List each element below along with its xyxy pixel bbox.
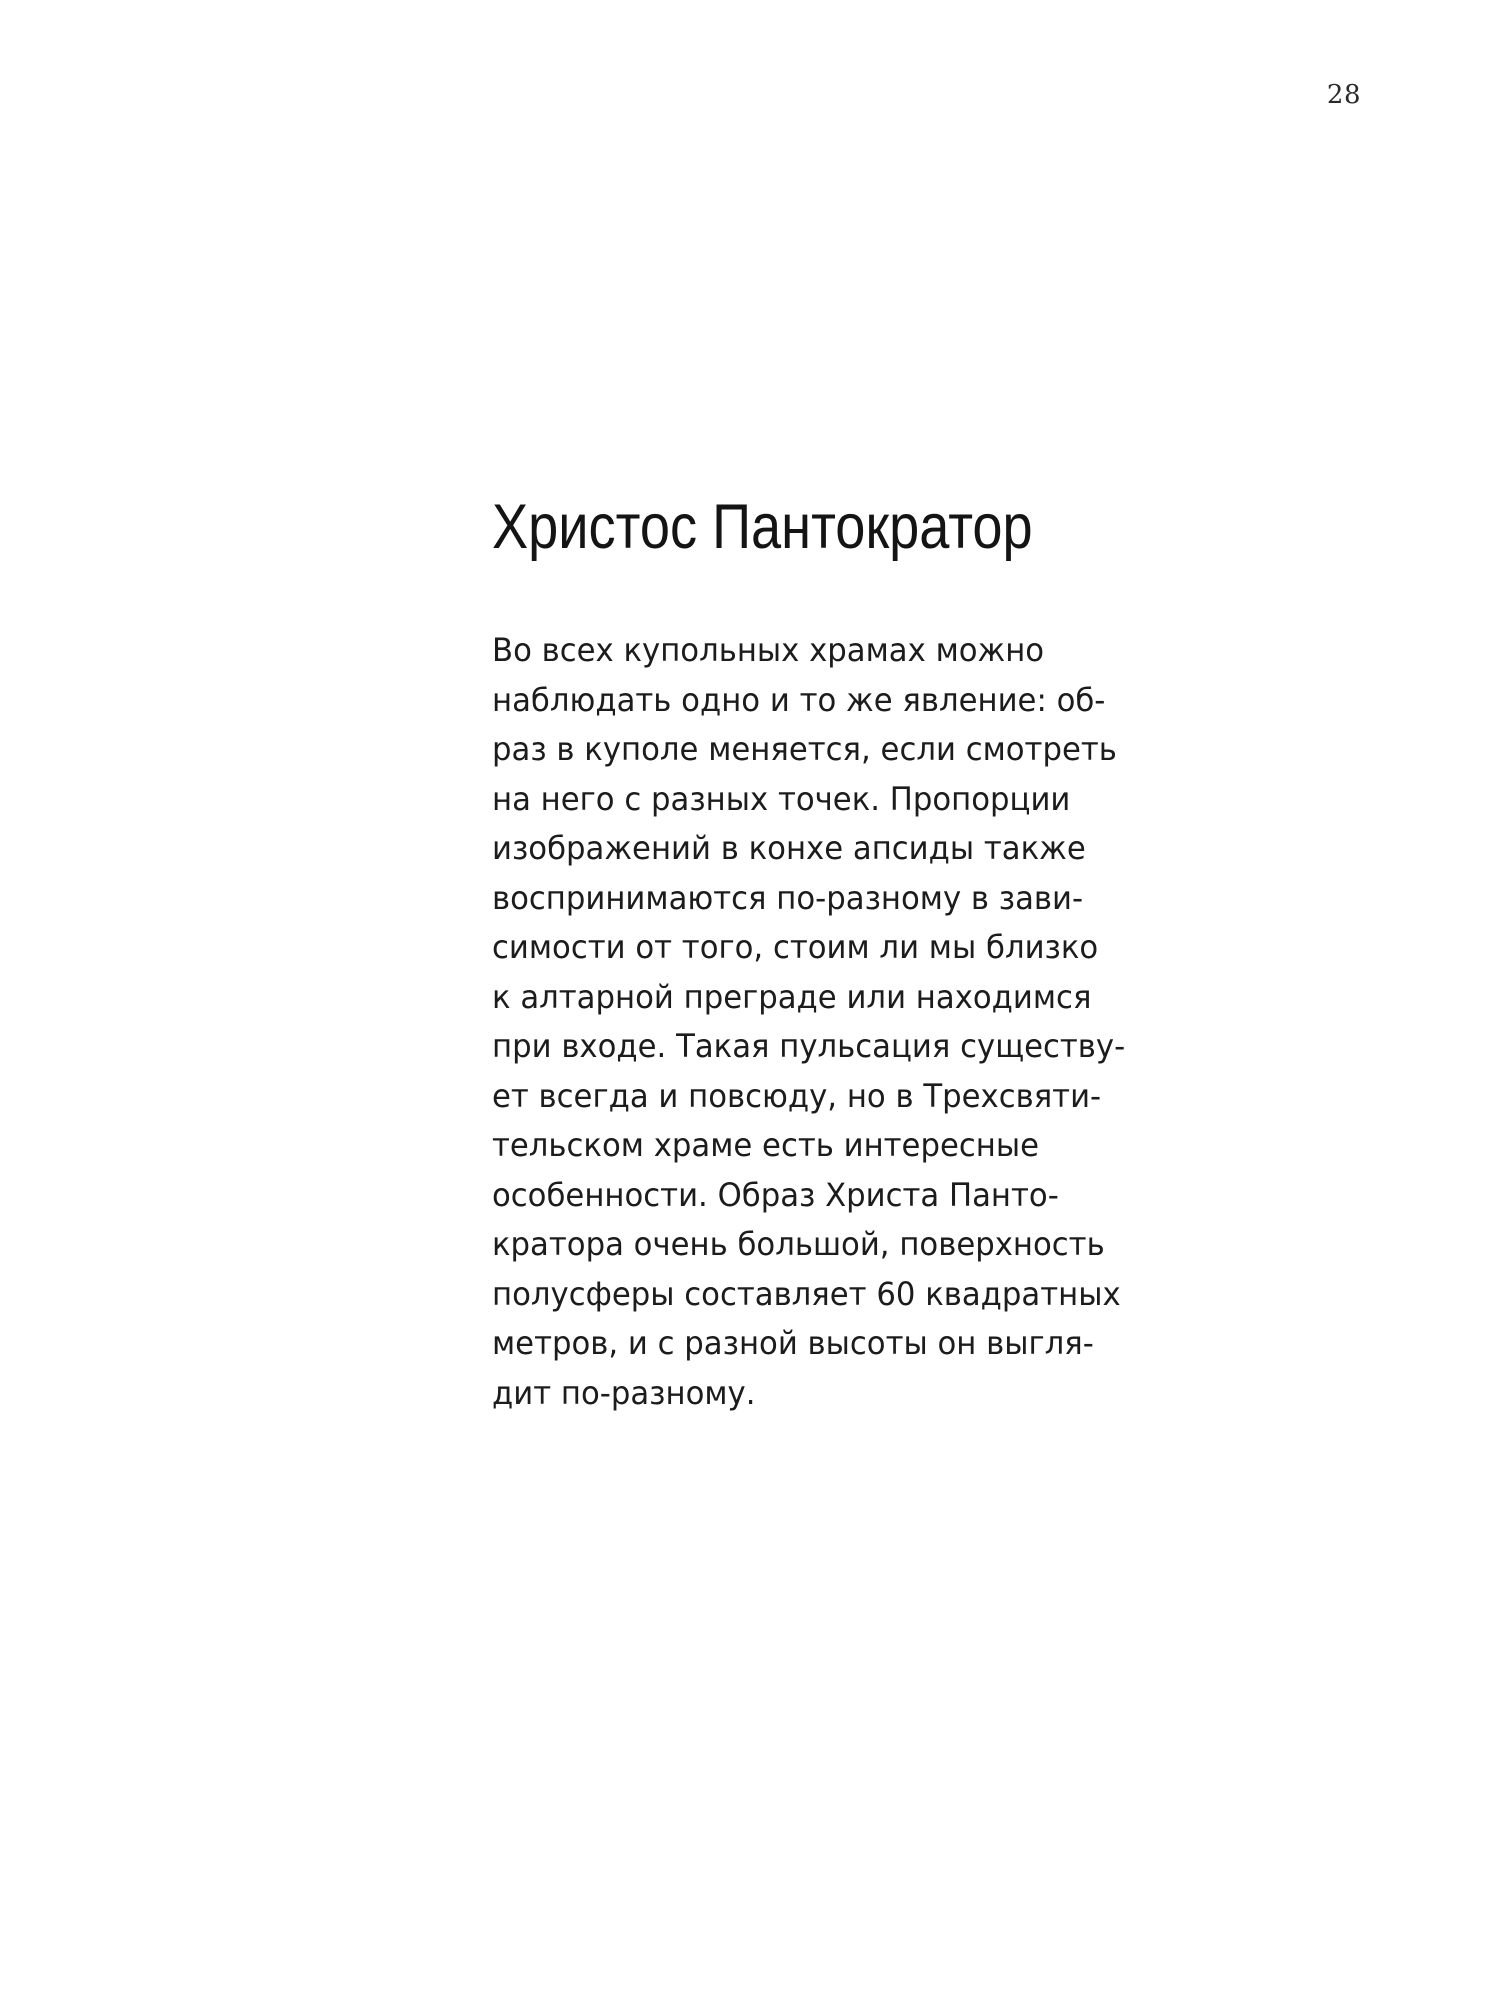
body-line: изображений в конхе апсиды также [492,829,1086,867]
body-line: наблюдать одно и то же явление: об- [492,680,1106,719]
article [492,488,1132,1418]
body-line: к алтарной преграде или находимся [492,977,1092,1016]
body-line: Во всех купольных храмах можно [492,631,1045,669]
body-line: раз в куполе меняется, если смотреть [492,730,1117,768]
body-line: кратора очень большой, поверхность [492,1225,1105,1263]
page-number: 28 [1326,80,1361,110]
body-line: симости от того, стоим ли мы близко [492,928,1099,966]
article-body [492,626,1132,1418]
body-line: метров, и с разной высоты он выгля- [492,1324,1094,1362]
body-line: при входе. Такая пульсация существу- [492,1027,1126,1065]
body-line: дит по-разному. [492,1373,756,1412]
body-line: тельском храме есть интересные [492,1126,1039,1164]
body-line: полусферы составляет 60 квадратных [492,1274,1121,1313]
body-line: ет всегда и повсюду, но в Трехсвяти- [492,1076,1102,1115]
body-line: на него с разных точек. Пропорции [492,779,1071,818]
article-title: Христос Пантократор [492,492,1033,562]
body-line: воспринимаются по-разному в зави- [492,878,1084,917]
body-line: особенности. Образ Христа Панто- [492,1175,1059,1214]
